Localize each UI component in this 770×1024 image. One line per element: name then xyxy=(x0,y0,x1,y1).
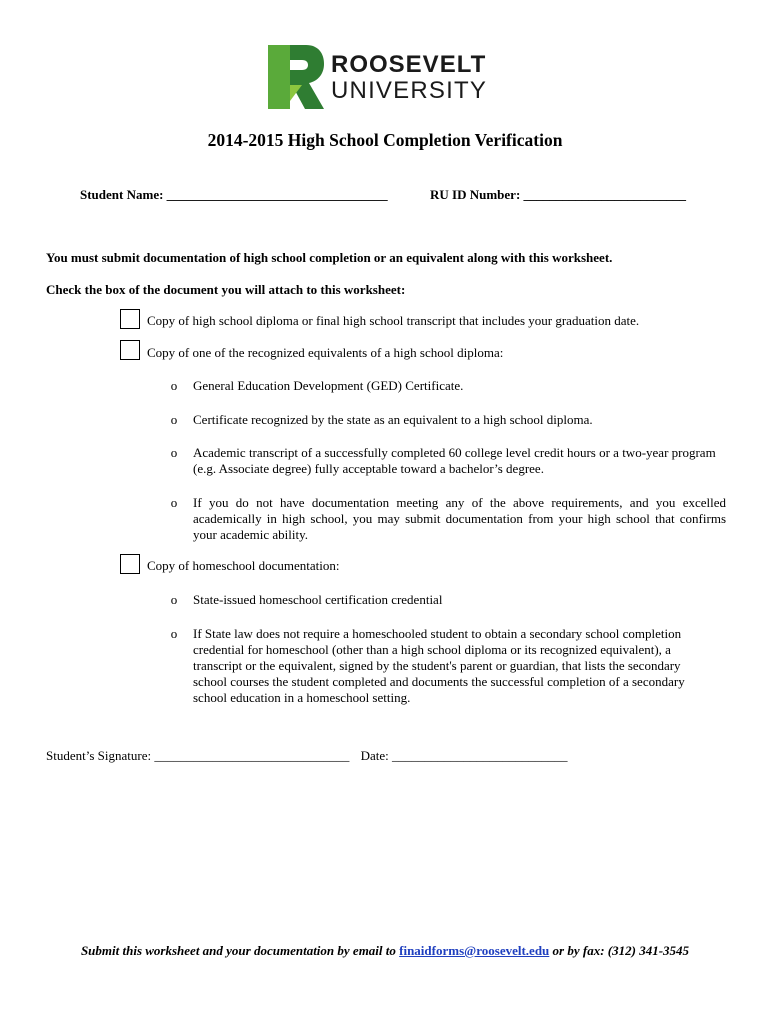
bullet-icon: o xyxy=(170,626,178,641)
signature-blank[interactable]: ______________________________ xyxy=(154,748,350,763)
equivalent-item-state-certificate: Certificate recognized by the state as an equivalent to a high school diploma. xyxy=(193,412,593,427)
option-diploma-label: Copy of high school diploma or final high school transcript that includes your graduation date. xyxy=(147,313,640,328)
student-name-blank[interactable]: __________________________________ xyxy=(166,187,388,202)
bullet-icon: o xyxy=(170,495,178,510)
date-blank[interactable]: ___________________________ xyxy=(392,748,568,763)
homeschool-item-credential: State-issued homeschool certification credential xyxy=(193,592,443,607)
form-title: 2014-2015 High School Completion Verification xyxy=(207,130,563,150)
signature-line xyxy=(46,748,568,764)
option-homeschool-label: Copy of homeschool documentation: xyxy=(147,558,340,573)
homeschool-item-transcript: If State law does not require a homeschooled student to obtain a secondary school completion credential for homeschool (other than a high school diploma or its recognized equivalent), a transcript or the equivalent, signed by the student's parent or guardian, that lists the secondary school courses the student completed and documents the successful completion of a secondary school education in a homeschool setting. xyxy=(193,626,685,705)
ru-id-blank[interactable]: _________________________ xyxy=(523,187,687,202)
bullet-icon: o xyxy=(170,412,178,427)
instruction-submit: You must submit documentation of high school completion or an equivalent along with this worksheet. xyxy=(46,250,613,265)
footer-text-after: or by fax: (312) 341-3545 xyxy=(552,943,690,958)
equivalent-item-ged: General Education Development (GED) Certificate. xyxy=(193,378,464,393)
signature-label: Student’s Signature: xyxy=(46,748,152,763)
footer-text-before: Submit this worksheet and your documentation by email to xyxy=(80,943,396,958)
checkbox-homeschool[interactable] xyxy=(120,554,140,574)
date-label: Date: xyxy=(360,748,389,763)
wordmark-line1: ROOSEVELT xyxy=(331,51,487,78)
checkbox-diploma[interactable] xyxy=(120,309,140,329)
roosevelt-logo-mark xyxy=(268,45,324,109)
bullet-icon: o xyxy=(170,445,178,460)
equivalent-item-college-transcript: Academic transcript of a successfully completed 60 college level credit hours or a two-year program (e.g. Associate degree) fully acceptable toward a bachelor’s degree. xyxy=(193,445,716,476)
ru-id-field[interactable] xyxy=(430,187,686,203)
university-wordmark xyxy=(331,53,487,103)
checkbox-equivalent[interactable] xyxy=(120,340,140,360)
email-link[interactable]: finaidforms@roosevelt.edu xyxy=(399,943,550,958)
submission-footer xyxy=(0,943,770,959)
bullet-icon: o xyxy=(170,592,178,607)
equivalent-item-academic-ability: If you do not have documentation meeting any of the above requirements, and you excelled academically in high school, you may submit documentation from your high school that confirms your academic ability. xyxy=(193,495,726,542)
wordmark-line2: UNIVERSITY xyxy=(331,77,488,104)
student-name-label: Student Name: xyxy=(80,187,164,202)
student-name-field[interactable] xyxy=(80,187,388,203)
ru-id-label: RU ID Number: xyxy=(430,187,521,202)
bullet-icon: o xyxy=(170,378,178,393)
instruction-check: Check the box of the document you will attach to this worksheet: xyxy=(46,282,406,297)
option-equivalent-label: Copy of one of the recognized equivalents of a high school diploma: xyxy=(147,345,504,360)
